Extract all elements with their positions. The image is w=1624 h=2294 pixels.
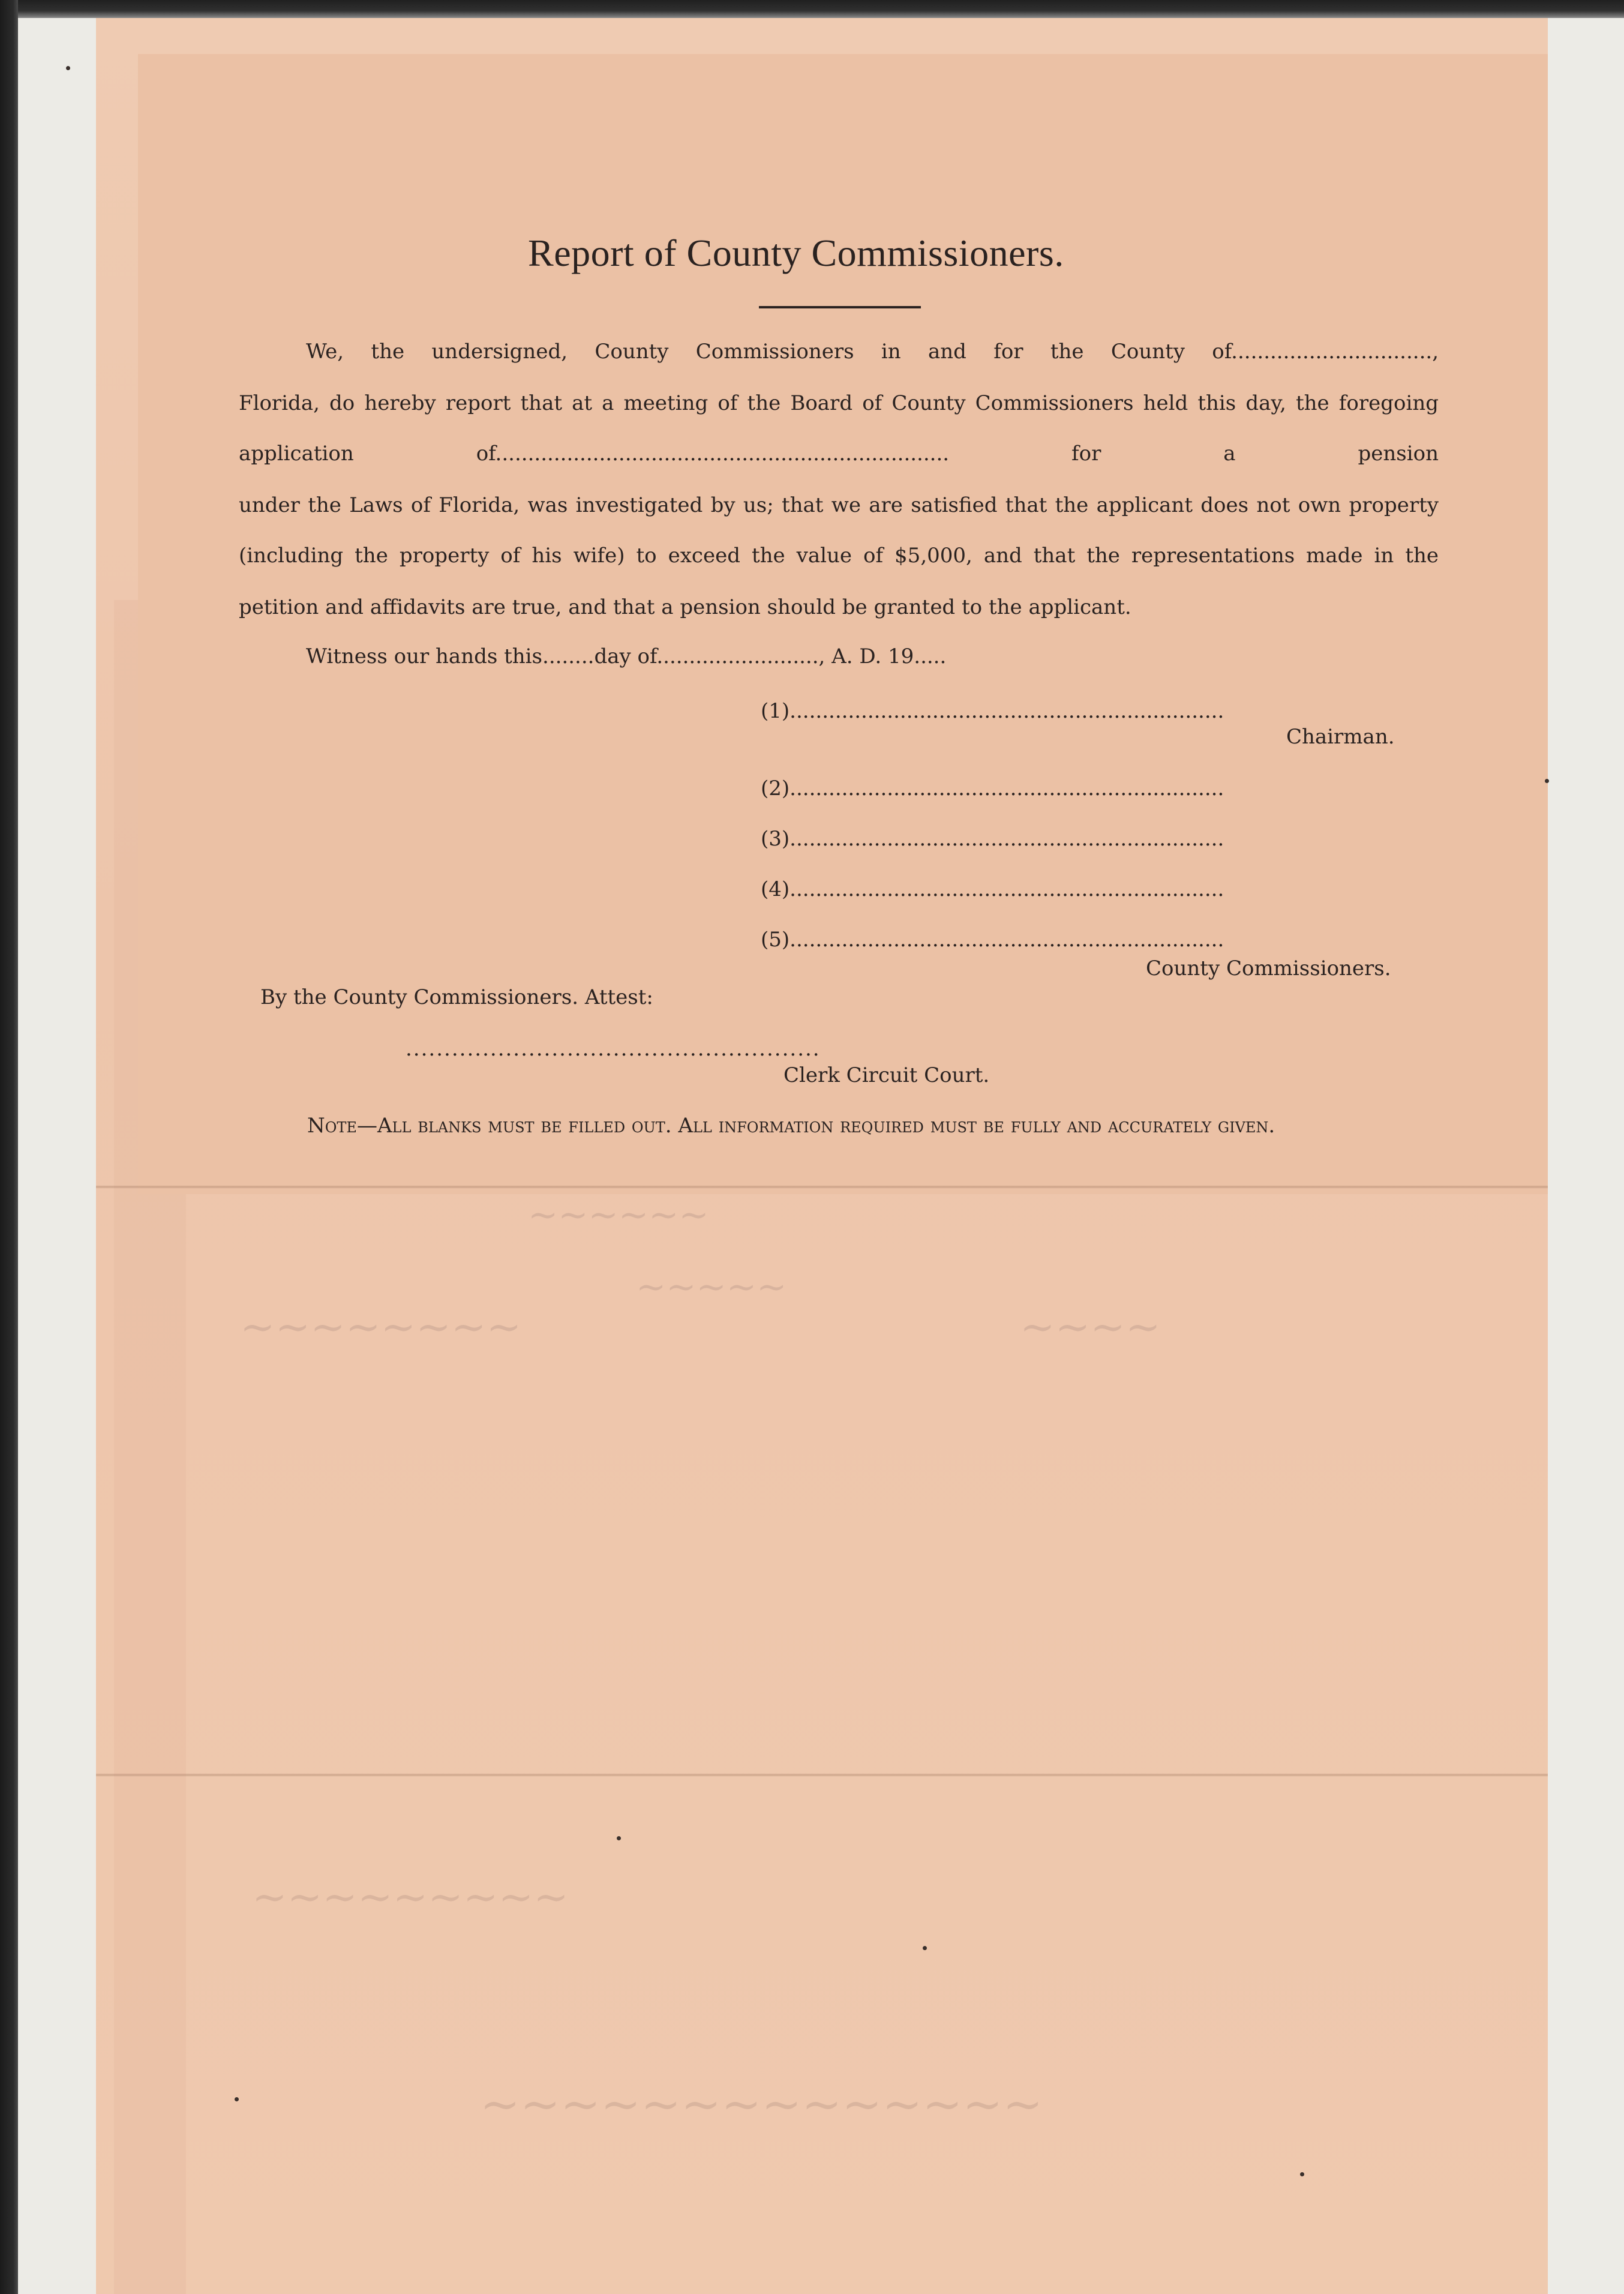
attest-line: By the County Commissioners. Attest:	[260, 985, 653, 1009]
fold-line	[96, 1185, 1548, 1189]
bleed-through-ghost: ~~~~~~~~~	[252, 1872, 569, 1921]
dust-speck	[66, 66, 70, 70]
paragraph-line-5: (including the property of his wife) to exceed the value of $5,000, and that the representations made in the	[239, 544, 1439, 568]
chairman-label: Chairman.	[1286, 725, 1395, 749]
title-underline	[759, 306, 921, 308]
clerk-label: Clerk Circuit Court.	[784, 1063, 990, 1087]
bleed-through-ghost: ~~~~~	[636, 1266, 787, 1308]
dust-speck	[617, 1836, 621, 1840]
signature-line-2: (2)...................................................................	[761, 776, 1224, 800]
bleed-through-ghost: ~~~~	[1020, 1302, 1161, 1351]
bleed-through-ghost: ~~~~~~~~~~~~~~	[480, 2076, 1043, 2132]
fold-line	[96, 1773, 1548, 1777]
bleed-through-ghost: ~~~~~~~~	[240, 1302, 522, 1351]
signature-line-1: (1)...................................................................	[761, 699, 1224, 723]
scanner-border-left	[0, 0, 18, 2294]
paragraph-line-1: We, the undersigned, County Commissioners in and for the County of...............................,	[306, 340, 1439, 364]
dust-speck	[1300, 2172, 1304, 2176]
dust-speck	[1545, 779, 1549, 783]
bleed-through-ghost: ~~~~~~	[528, 1194, 709, 1236]
paragraph-line-4: under the Laws of Florida, was investigated by us; that we are satisfied that the applicant does not own property	[239, 493, 1439, 517]
dust-speck	[235, 2097, 239, 2101]
paragraph-line-3: application of...................................................................... for a pension	[239, 442, 1439, 466]
dust-speck	[923, 1946, 927, 1950]
signature-line-5: (5)...................................................................	[761, 928, 1224, 952]
report-panel	[138, 54, 1548, 1194]
witness-line: Witness our hands this........day of........................., A. D. 19.....	[306, 644, 947, 668]
commissioners-label: County Commissioners.	[1146, 956, 1391, 980]
clerk-signature-line: ......................................................	[406, 1037, 821, 1061]
signature-line-4: (4)...................................................................	[761, 877, 1224, 901]
paragraph-line-2: Florida, do hereby report that at a meeting of the Board of County Commissioners held this day, the foregoing	[239, 391, 1439, 415]
note-line: Note—All blanks must be filled out. All information required must be fully and accurately given.	[307, 1114, 1275, 1138]
scanner-border-top	[18, 0, 1624, 18]
paragraph-line-6: petition and affidavits are true, and that a pension should be granted to the applicant.	[239, 595, 1131, 619]
page-title: Report of County Commissioners.	[528, 232, 1064, 274]
signature-line-3: (3)...................................................................	[761, 827, 1224, 851]
